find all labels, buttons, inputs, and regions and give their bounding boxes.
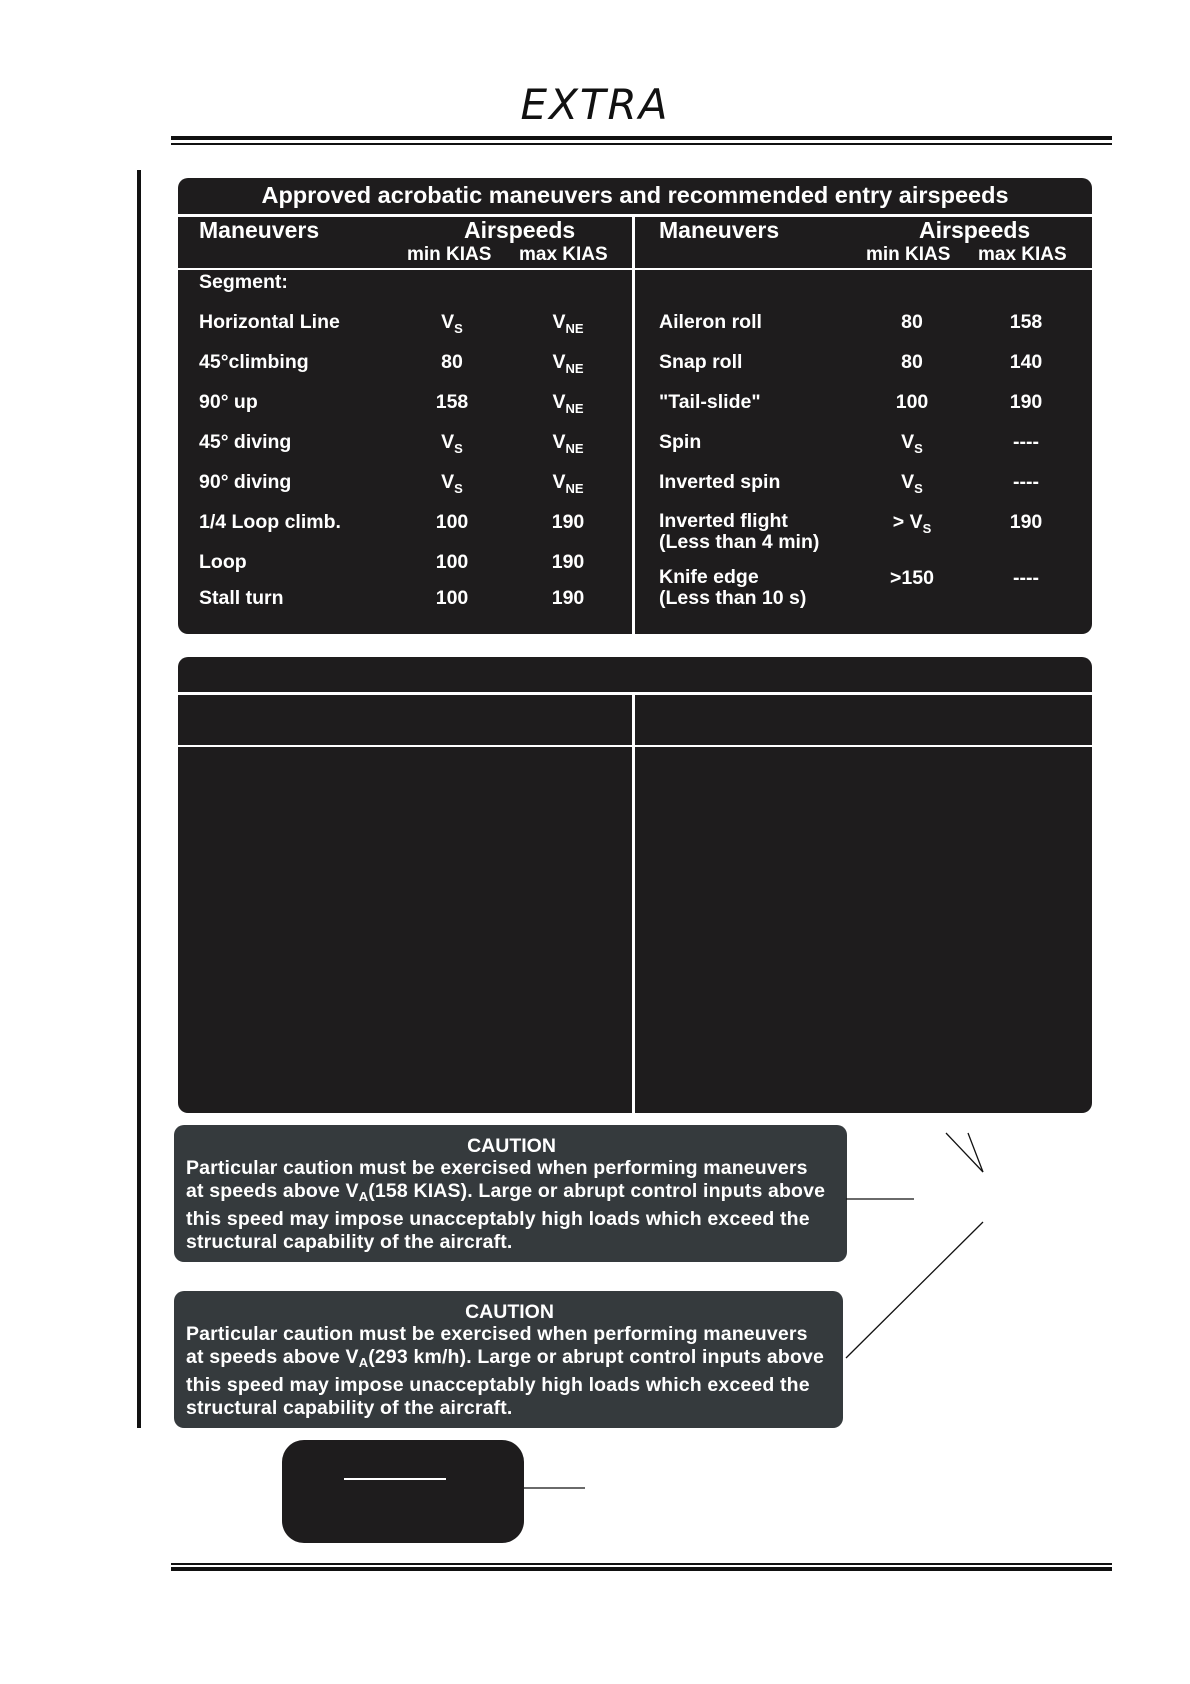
left-row-min: $V_S$ [441, 471, 463, 496]
right-row-max: ---- [1013, 567, 1039, 589]
caution-body: Particular caution must be exercised when performing maneuvers at speeds above $V_A(158$ KIAS). Large or abrupt control inputs above this speed may impose unacceptably high loads which exceed the structural capability of the aircraft. [186, 1157, 826, 1253]
right-airspeeds-header: Airspeeds [919, 217, 1031, 243]
left-row-min: 100 [435, 551, 469, 573]
extra-logo: EXTRA [520, 80, 670, 129]
right-row-name: Inverted flight (Less than 4 min) [659, 510, 820, 553]
footer-rule-thin [171, 1563, 1112, 1565]
left-row-max: $V_{NE}$ [552, 311, 584, 336]
leader-line [946, 1133, 983, 1172]
left-row-max: 190 [551, 511, 585, 533]
left-row-max: $V_{NE}$ [552, 391, 584, 416]
label-underline [344, 1478, 446, 1480]
right-min-kias-header: min KIAS [866, 244, 951, 265]
left-row-min: 100 [435, 587, 469, 609]
leader-line [846, 1222, 983, 1358]
left-row-name: 45°climbing [199, 351, 309, 373]
placard-title: Approved acrobatic maneuvers and recommended entry airspeeds [261, 182, 1009, 208]
leader-line [968, 1133, 983, 1172]
left-row-name: Horizontal Line [199, 311, 340, 333]
left-row-name: Loop [199, 551, 247, 573]
footer-rule-thick [171, 1567, 1112, 1571]
right-row-name: Knife edge (Less than 10 s) [659, 566, 807, 609]
left-row-name: 90° diving [199, 471, 292, 493]
left-row-name: Stall turn [199, 587, 284, 609]
right-row-min: $V_S$ [901, 431, 923, 456]
caution-heading: CAUTION [467, 1135, 556, 1157]
left-row-max: $V_{NE}$ [552, 471, 584, 496]
blank-label [282, 1440, 524, 1543]
left-row-name: 1/4 Loop climb. [199, 511, 341, 533]
right-row-name: Aileron roll [659, 311, 762, 333]
left-row-name: 45° diving [199, 431, 292, 453]
left-maneuvers-header: Maneuvers [199, 217, 320, 243]
caution-heading: CAUTION [465, 1301, 554, 1323]
left-row-max: 190 [551, 587, 585, 609]
right-row-max: 158 [1009, 311, 1043, 333]
right-row-min: 80 [901, 311, 923, 333]
right-row-max: 190 [1009, 391, 1043, 413]
right-row-min: > $V_S$ [892, 511, 932, 536]
right-row-min: $V_S$ [901, 471, 923, 496]
right-row-min: 80 [901, 351, 923, 373]
left-row-min: $V_S$ [441, 431, 463, 456]
segment-label: Segment: [199, 271, 288, 293]
right-row-min: 100 [895, 391, 929, 413]
left-row-min: 100 [435, 511, 469, 533]
right-row-max: ---- [1013, 431, 1039, 453]
right-row-max: ---- [1013, 471, 1039, 493]
left-max-kias-header: max KIAS [519, 244, 608, 265]
right-row-name: Spin [659, 431, 702, 453]
left-row-min: 80 [441, 351, 463, 373]
right-max-kias-header: max KIAS [978, 244, 1067, 265]
right-row-max: 190 [1009, 511, 1043, 533]
left-row-min: 158 [435, 391, 469, 413]
right-row-name: "Tail-slide" [659, 391, 761, 413]
right-row-min: >150 [890, 567, 934, 589]
right-row-max: 140 [1009, 351, 1043, 373]
left-row-max: 190 [551, 551, 585, 573]
left-min-kias-header: min KIAS [407, 244, 492, 265]
right-maneuvers-header: Maneuvers [659, 217, 780, 243]
caution-body: Particular caution must be exercised when performing maneuvers at speeds above $V_A(293$ km/h). Large or abrupt control inputs above this speed may impose unacceptably high loads which exceed the structural capability of the aircraft. [186, 1323, 825, 1419]
right-row-name: Snap roll [659, 351, 743, 373]
left-row-max: $V_{NE}$ [552, 351, 584, 376]
left-row-name: 90° up [199, 391, 258, 413]
left-row-max: $V_{NE}$ [552, 431, 584, 456]
left-airspeeds-header: Airspeeds [464, 217, 576, 243]
left-row-min: $V_S$ [441, 311, 463, 336]
right-row-name: Inverted spin [659, 471, 781, 493]
